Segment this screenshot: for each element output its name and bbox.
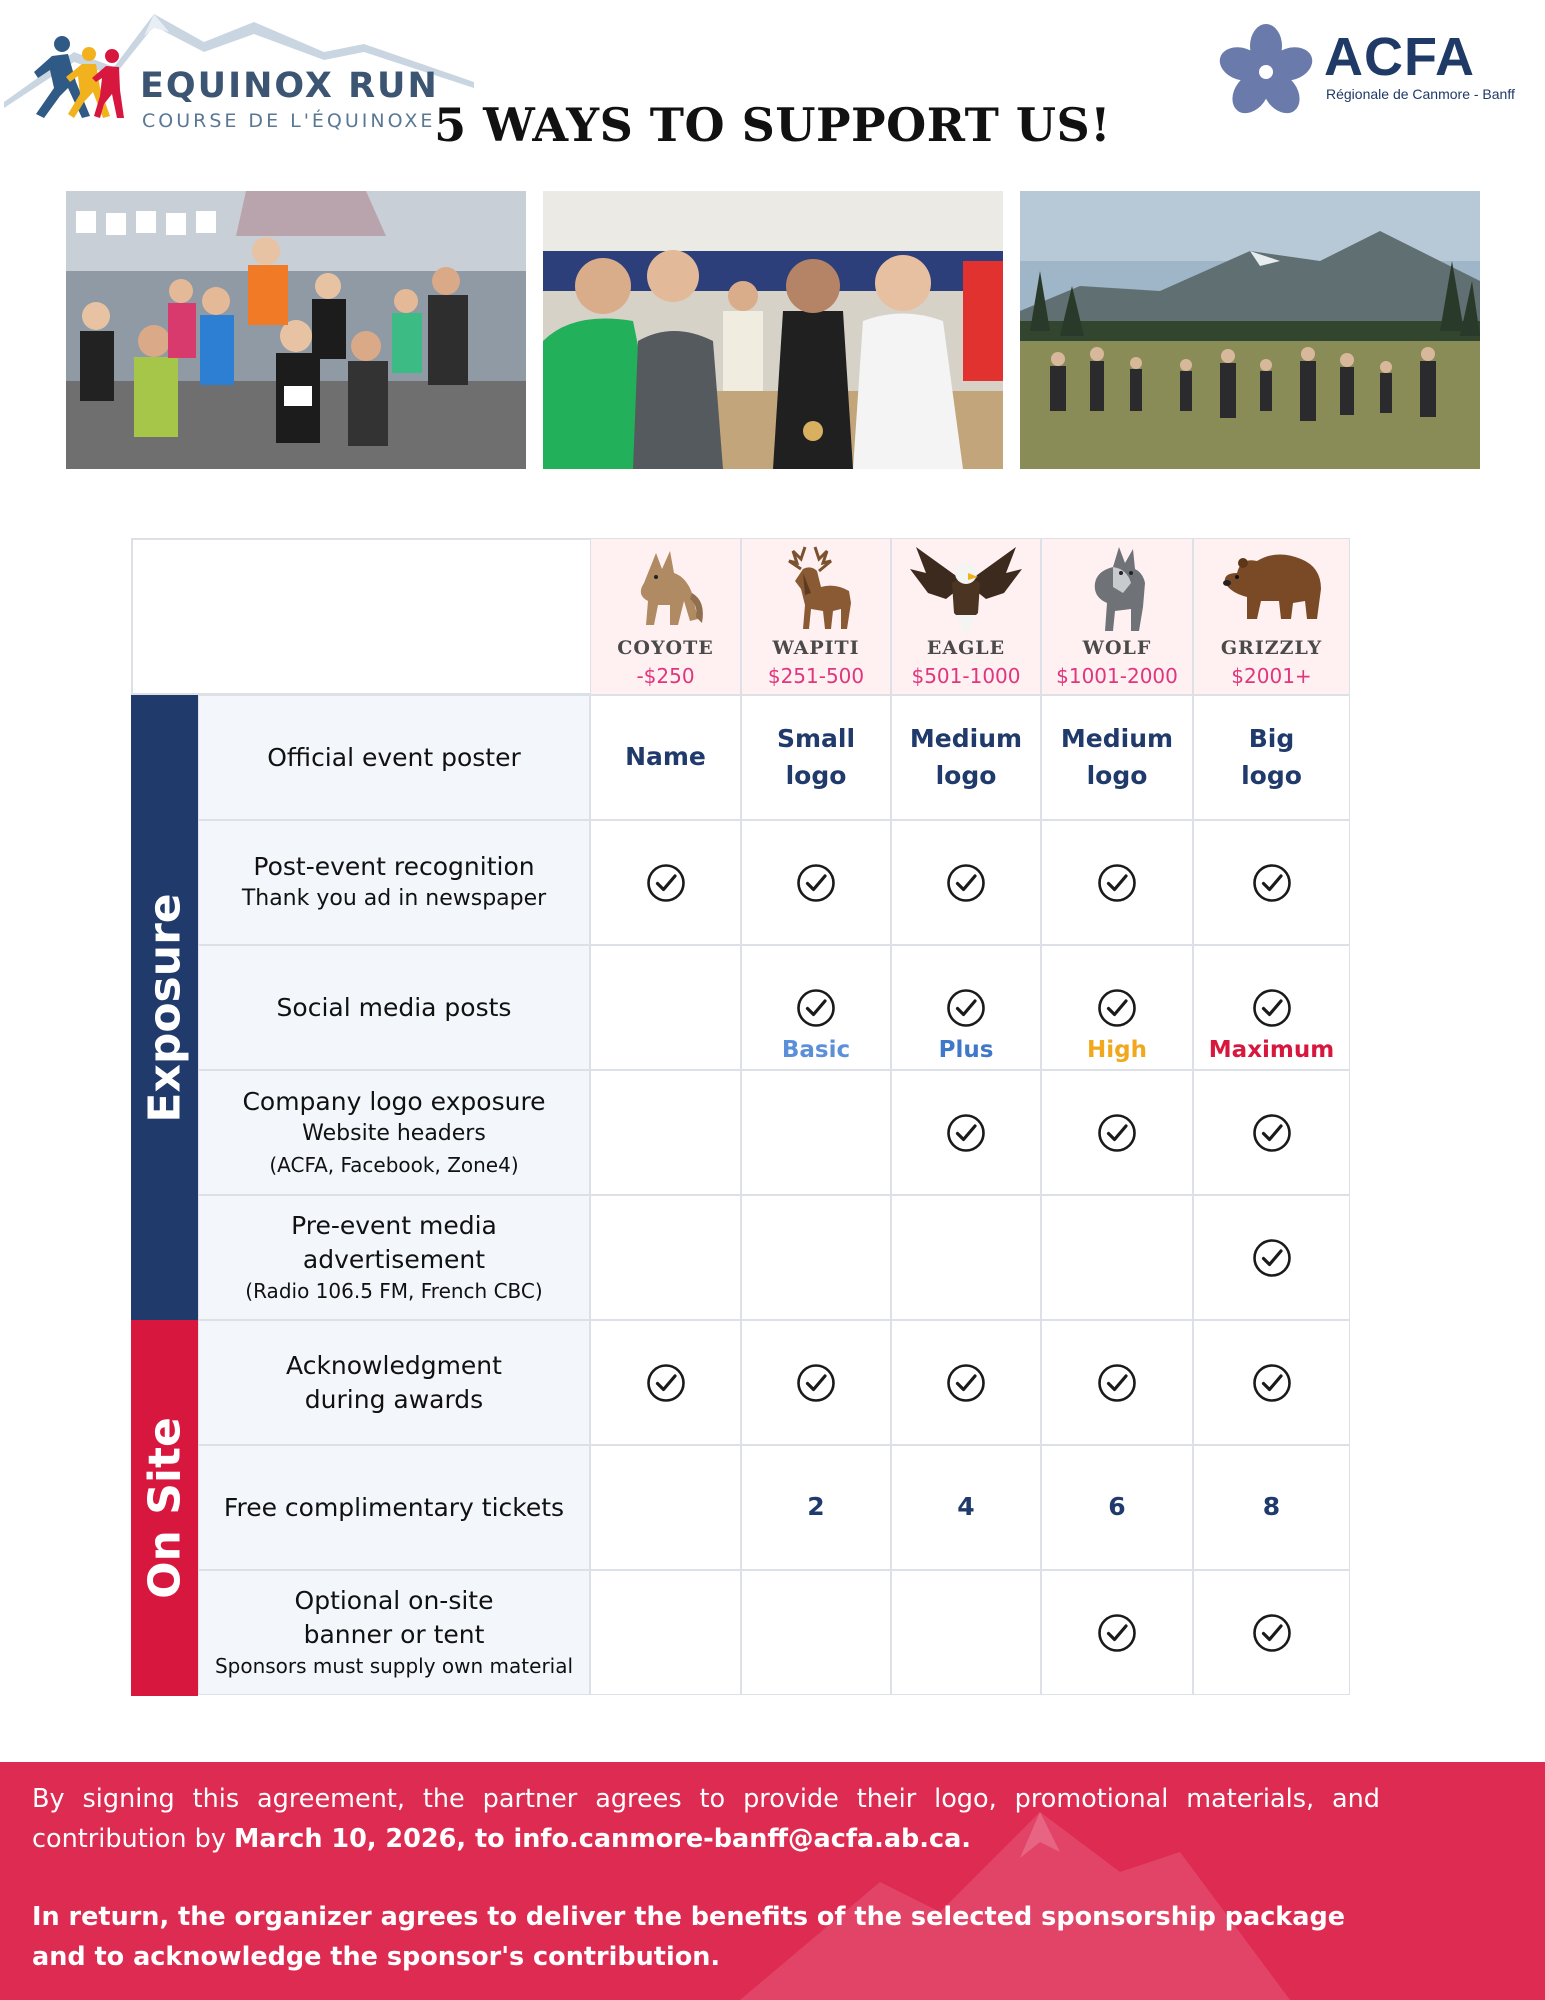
benefit-cell	[590, 1070, 741, 1195]
benefit-cell	[1193, 945, 1350, 1070]
wolf-icon	[1073, 543, 1161, 635]
tier-header-eagle	[891, 538, 1041, 695]
row-label-line: Post-event recognition	[253, 851, 535, 881]
check-icon	[1096, 1612, 1138, 1654]
check-icon	[645, 862, 687, 904]
benefit-cell	[1041, 945, 1193, 1070]
coyote-icon	[626, 543, 706, 631]
mountain-field-photo	[1020, 191, 1480, 469]
check-icon	[1251, 1112, 1293, 1154]
tier-header-wapiti	[741, 538, 891, 695]
row-label	[198, 1445, 590, 1570]
benefit-cell	[741, 1570, 891, 1695]
check-icon	[945, 862, 987, 904]
benefit-cell	[741, 1445, 891, 1570]
tier-name: GRIZZLY	[1220, 637, 1323, 659]
benefit-value: Medium logo	[1060, 724, 1174, 790]
check-icon	[1251, 987, 1293, 1029]
benefit-cell	[891, 945, 1041, 1070]
check-icon	[795, 862, 837, 904]
check-icon	[795, 987, 837, 1029]
benefit-cell	[590, 1570, 741, 1695]
check-icon	[1096, 1362, 1138, 1404]
section-onsite-label: On Site	[139, 1417, 190, 1599]
benefit-cell	[741, 695, 891, 820]
benefit-cell	[1041, 1070, 1193, 1195]
row-label-line: Thank you ad in newspaper	[241, 886, 547, 912]
equinox-run-subtitle: COURSE DE L'ÉQUINOXE	[142, 110, 436, 132]
check-icon	[1251, 862, 1293, 904]
row-label	[198, 1070, 590, 1195]
row-label-line: Website headers	[302, 1121, 486, 1147]
benefit-value: Big logo	[1241, 724, 1302, 790]
benefit-value: 8	[1262, 1492, 1281, 1522]
benefit-cell	[1041, 820, 1193, 945]
tier-name: COYOTE	[617, 637, 714, 659]
social-media-level: High	[1087, 1037, 1147, 1063]
benefit-cell	[741, 1320, 891, 1445]
benefit-cell	[741, 1070, 891, 1195]
acfa-subtitle: Régionale de Canmore - Banff	[1326, 86, 1515, 102]
benefit-cell	[590, 1195, 741, 1320]
benefit-cell	[741, 1195, 891, 1320]
check-icon	[1096, 987, 1138, 1029]
table-corner	[131, 538, 590, 695]
tier-price: $2001+	[1231, 664, 1312, 688]
benefit-cell	[891, 1070, 1041, 1195]
benefit-cell	[1193, 695, 1350, 820]
tier-name: WOLF	[1082, 637, 1152, 659]
benefit-cell	[1193, 1445, 1350, 1570]
elk-icon	[771, 543, 861, 635]
agreement-deadline: March 10, 2026, to info.canmore-banff@acfa.ab.ca.	[234, 1823, 971, 1854]
row-label-line: Free complimentary tickets	[223, 1492, 565, 1522]
equinox-run-title: EQUINOX RUN	[140, 66, 439, 106]
benefit-cell	[1193, 1070, 1350, 1195]
volunteers-medal-photo	[543, 191, 1003, 469]
race-start-photo	[66, 191, 526, 469]
section-exposure-label: Exposure	[139, 892, 190, 1123]
check-icon	[945, 1112, 987, 1154]
tier-name: WAPITI	[772, 637, 860, 659]
agreement-text: By signing this agreement, the partner agrees to provide their logo, promotional materials, and contribution by	[32, 1784, 1380, 1854]
row-label-line: Official event poster	[267, 742, 521, 772]
benefit-cell	[1041, 1320, 1193, 1445]
benefit-value: Small logo	[776, 724, 856, 790]
benefit-cell	[590, 1320, 741, 1445]
tier-header-grizzly	[1193, 538, 1350, 695]
benefit-cell	[590, 1445, 741, 1570]
row-label-line: Optional on-site	[294, 1585, 494, 1615]
benefit-value: Name	[625, 742, 706, 772]
check-icon	[795, 1362, 837, 1404]
benefit-cell	[1193, 1195, 1350, 1320]
benefit-cell	[891, 1195, 1041, 1320]
check-icon	[1251, 1362, 1293, 1404]
eagle-icon	[906, 543, 1026, 639]
row-label	[198, 1570, 590, 1695]
agreement-footer	[0, 1762, 1545, 2000]
sponsorship-table	[131, 538, 1350, 1696]
benefit-cell	[1041, 1570, 1193, 1695]
row-label	[198, 695, 590, 820]
check-icon	[1251, 1237, 1293, 1279]
agreement-paragraph	[32, 1780, 1380, 1859]
row-label-line: Sponsors must supply own material	[214, 1654, 574, 1679]
row-label-line: (Radio 106.5 FM, French CBC)	[245, 1279, 543, 1304]
row-label	[198, 945, 590, 1070]
benefit-cell	[891, 695, 1041, 820]
row-label-line: advertisement	[302, 1244, 486, 1274]
section-exposure	[131, 695, 198, 1320]
benefit-cell	[590, 945, 741, 1070]
row-label-line: (ACFA, Facebook, Zone4)	[269, 1153, 519, 1178]
benefit-cell	[1193, 820, 1350, 945]
page-title: 5 WAYS TO SUPPORT US!	[434, 98, 1111, 152]
benefit-cell	[590, 695, 741, 820]
social-media-level: Maximum	[1208, 1037, 1335, 1063]
row-label-line: Pre-event media	[291, 1210, 497, 1240]
check-icon	[645, 1362, 687, 1404]
row-label	[198, 820, 590, 945]
social-media-level: Plus	[938, 1037, 994, 1063]
row-label-line: Social media posts	[276, 992, 512, 1022]
tier-price: $251-500	[767, 664, 865, 688]
benefit-value: 4	[957, 1492, 975, 1522]
social-media-level: Basic	[781, 1037, 851, 1063]
row-label-line: banner or tent	[303, 1619, 485, 1649]
row-label-line: Company logo exposure	[242, 1086, 546, 1116]
check-icon	[1096, 862, 1138, 904]
tier-name: EAGLE	[926, 637, 1006, 659]
benefit-cell	[891, 1570, 1041, 1695]
benefit-cell	[891, 1320, 1041, 1445]
tier-header-coyote	[590, 538, 741, 695]
benefit-value: Medium logo	[909, 724, 1023, 790]
benefit-value: 6	[1108, 1492, 1126, 1522]
row-label-line: Acknowledgment	[286, 1350, 502, 1380]
check-icon	[1096, 1112, 1138, 1154]
row-label	[198, 1320, 590, 1445]
benefit-cell	[1193, 1320, 1350, 1445]
tier-header-wolf	[1041, 538, 1193, 695]
benefit-cell	[1041, 1445, 1193, 1570]
benefit-cell	[891, 820, 1041, 945]
benefit-cell	[1041, 1195, 1193, 1320]
acfa-title: ACFA	[1324, 27, 1475, 87]
check-icon	[1251, 1612, 1293, 1654]
section-onsite	[131, 1320, 198, 1696]
organizer-commitment: In return, the organizer agrees to deliver the benefits of the selected sponsorship package and to acknowledge the sponsor's contribution.	[32, 1902, 1346, 1972]
benefit-cell	[1193, 1570, 1350, 1695]
tier-price: $501-1000	[911, 664, 1021, 688]
benefit-cell	[741, 945, 891, 1070]
tier-price: $1001-2000	[1056, 664, 1178, 688]
benefit-cell	[891, 1445, 1041, 1570]
benefit-cell	[741, 820, 891, 945]
row-label-line: during awards	[304, 1384, 484, 1414]
tier-price: -$250	[636, 664, 695, 688]
check-icon	[945, 1362, 987, 1404]
benefit-cell	[590, 820, 741, 945]
benefit-cell	[1041, 695, 1193, 820]
check-icon	[945, 987, 987, 1029]
grizzly-icon	[1217, 543, 1327, 627]
benefit-value: 2	[807, 1492, 825, 1522]
row-label	[198, 1195, 590, 1320]
